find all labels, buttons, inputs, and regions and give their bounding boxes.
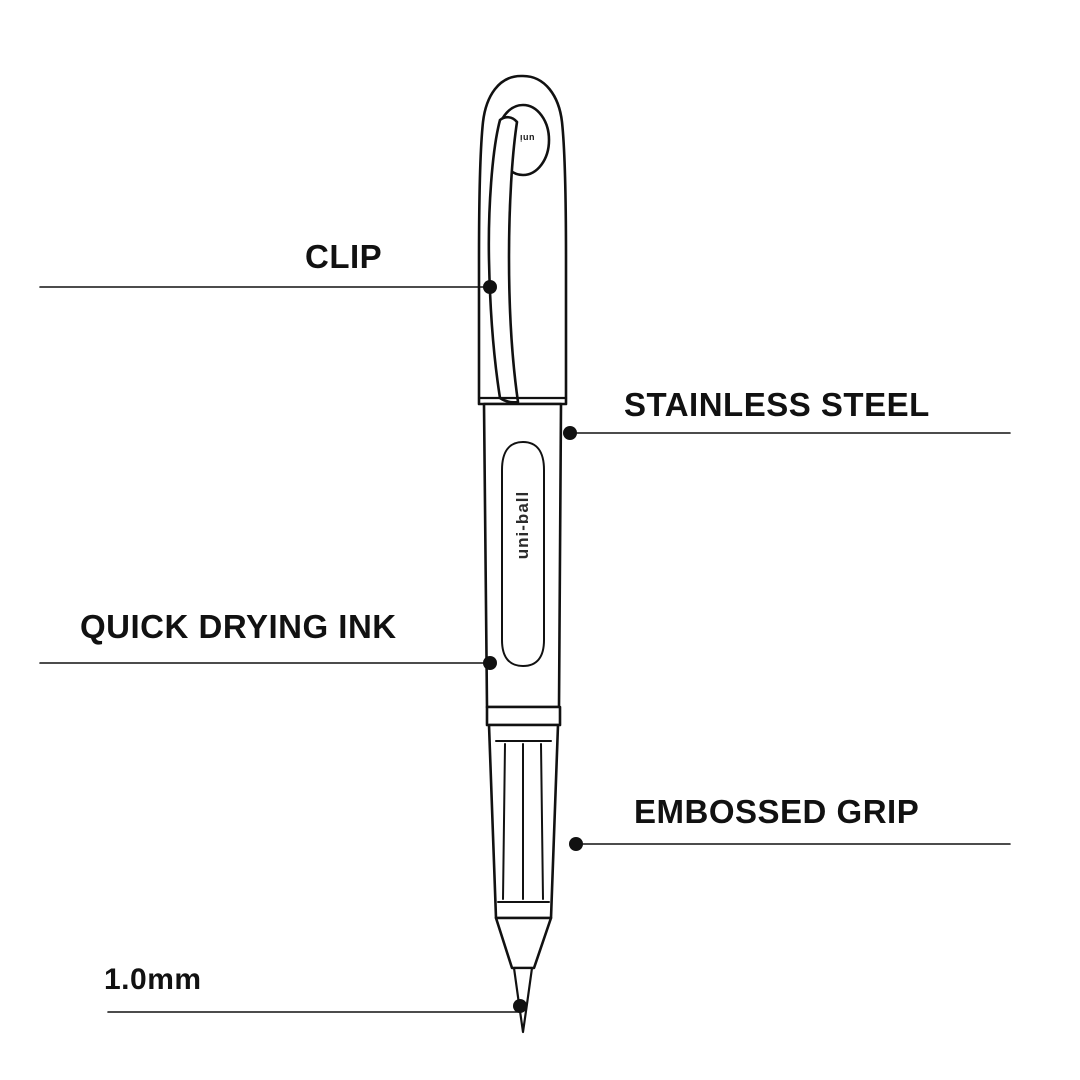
callout-dot-clip [483, 280, 497, 294]
callout-label-clip: CLIP [305, 238, 383, 275]
callout-label-grip: EMBOSSED GRIP [634, 793, 920, 830]
callout-dot-ink [483, 656, 497, 670]
barrel-grip-ring [487, 707, 560, 725]
callout-dot-grip [569, 837, 583, 851]
callout-label-ink: QUICK DRYING INK [80, 608, 397, 645]
cap-imprint-text: uni [519, 133, 535, 143]
callout-dot-tip [513, 999, 527, 1013]
callout-label-steel: STAINLESS STEEL [624, 386, 930, 423]
barrel-brand-text: uni-ball [513, 490, 532, 560]
callout-dot-steel [563, 426, 577, 440]
pen-cone [496, 918, 551, 968]
callout-label-tip: 1.0mm [104, 963, 202, 996]
